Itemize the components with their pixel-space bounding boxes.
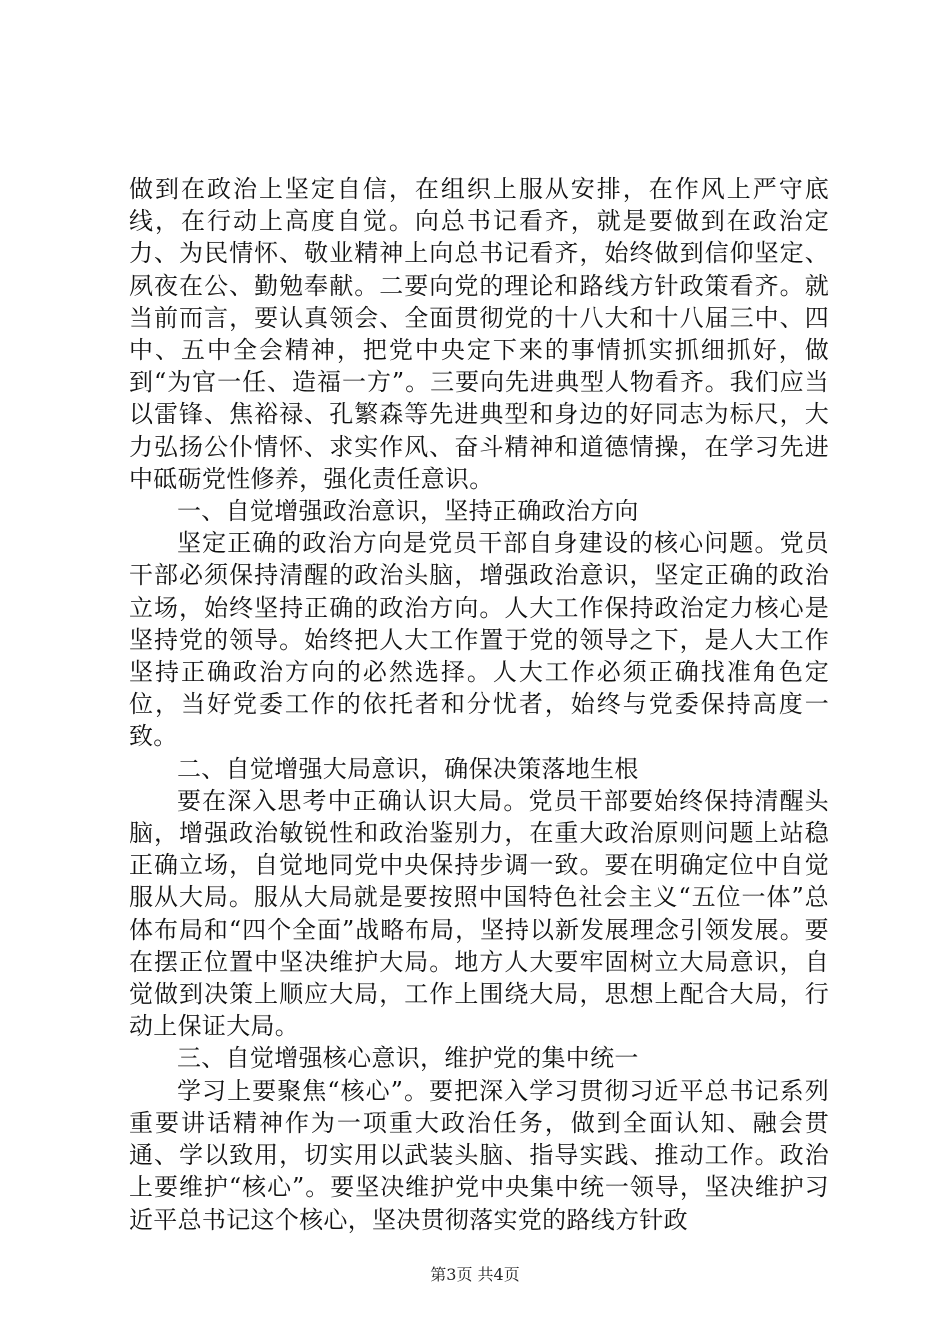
paragraph-political-direction: 坚定正确的政治方向是党员干部自身建设的核心问题。党员干部必须保持清醒的政治头脑，增强政治意识，坚定正确的政治立场，始终坚持正确的政治方向。人大工作保持政治定力核心是坚持党的领导。始终把人大工作置于党的领导之下，是人大工作坚持正确政治方向的必然选择。人大工作必须正确找准角色定位，当好党委工作的依托者和分忧者，始终与党委保持高度一致。: [129, 529, 829, 751]
section-heading-1: 一、自觉增强政治意识，坚持正确政治方向: [177, 497, 639, 526]
page-footer: [0, 1265, 950, 1285]
page-number-label: 第3页 共4页: [430, 1265, 520, 1284]
section-heading-3: 三、自觉增强核心意识，维护党的集中统一: [177, 1044, 639, 1073]
paragraph-continued: 做到在政治上坚定自信，在组织上服从安排，在作风上严守底线，在行动上高度自觉。向总书记看齐，就是要做到在政治定力、为民情怀、敬业精神上向总书记看齐，始终做到信仰坚定、夙夜在公、勤勉奉献。二要向党的理论和路线方针政策看齐。就当前而言，要认真领会、全面贯彻党的十八大和十八届三中、四中、五中全会精神，把党中央定下来的事情抓实抓细抓好，做到“为官一任、造福一方”。三要向先进典型人物看齐。我们应当以雷锋、焦裕禄、孔繁森等先进典型和身边的好同志为标尺，大力弘扬公仆情怀、求实作风、奋斗精神和道德情操，在学习先进中砥砺党性修养，强化责任意识。: [129, 175, 829, 493]
section-heading-2: 二、自觉增强大局意识，确保决策落地生根: [177, 754, 639, 783]
document-body: [129, 173, 829, 1236]
paragraph-core-awareness: 学习上要聚焦“核心”。要把深入学习贯彻习近平总书记系列重要讲话精神作为一项重大政治任务，做到全面认知、融会贯通、学以致用，切实用以武装头脑、指导实践、推动工作。政治上要维护“核心”。要坚决维护党中央集中统一领导，坚决维护习近平总书记这个核心，坚决贯彻落实党的路线方针政: [129, 1076, 829, 1234]
paragraph-overall-situation: 要在深入思考中正确认识大局。党员干部要始终保持清醒头脑，增强政治敏锐性和政治鉴别力，在重大政治原则问题上站稳正确立场，自觉地同党中央保持步调一致。要在明确定位中自觉服从大局。服从大局就是要按照中国特色社会主义“五位一体”总体布局和“四个全面”战略布局，坚持以新发展理念引领发展。要在摆正位置中坚决维护大局。地方人大要牢固树立大局意识，自觉做到决策上顺应大局，工作上围绕大局，思想上配合大局，行动上保证大局。: [129, 786, 829, 1041]
